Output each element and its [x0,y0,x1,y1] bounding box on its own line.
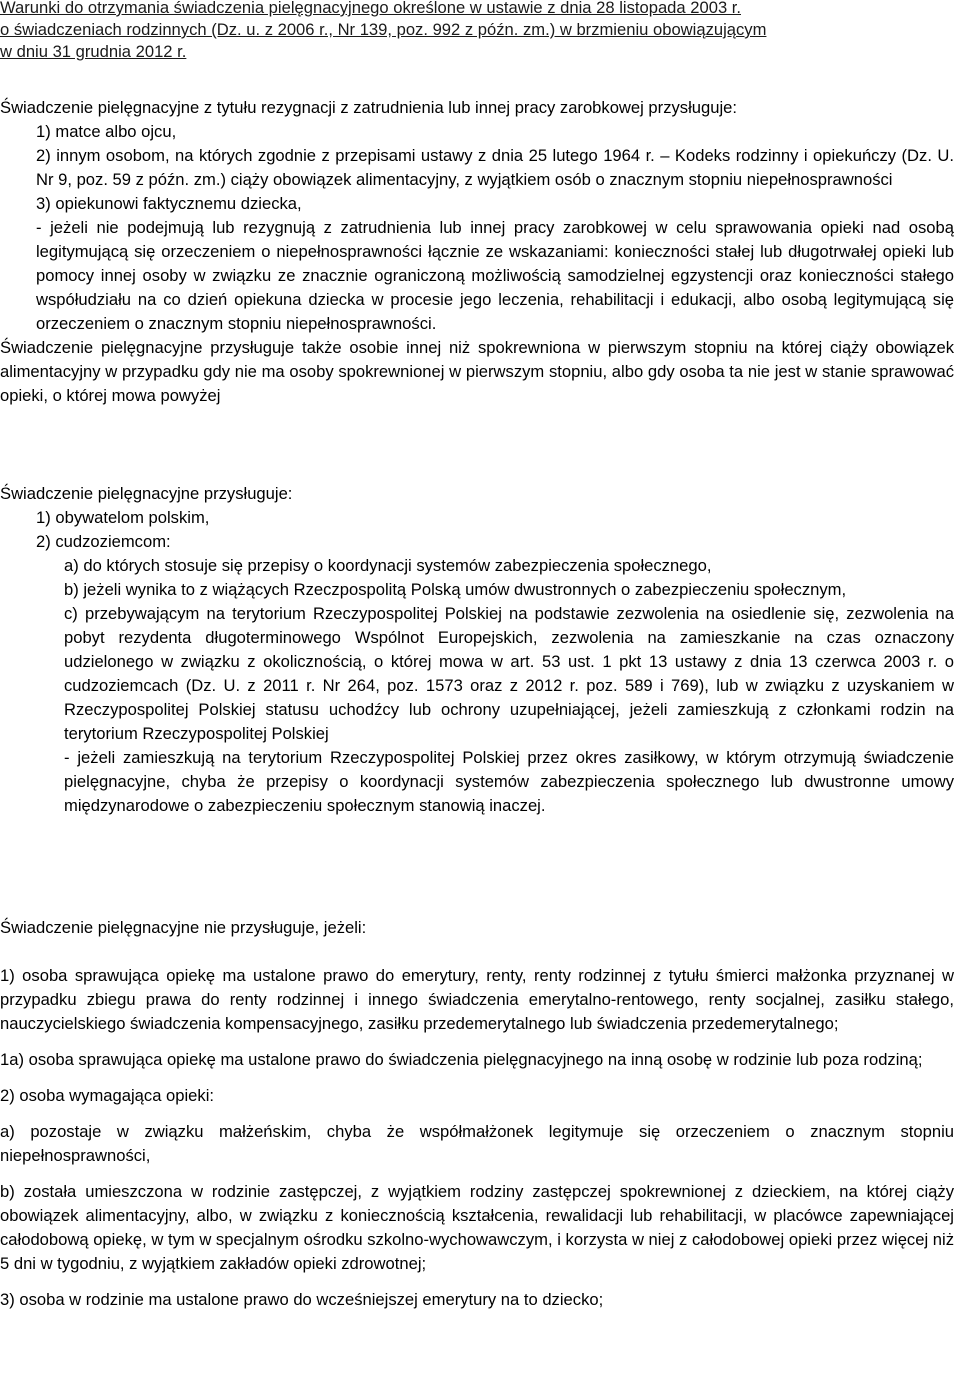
section1-item1: 1) matce albo ojcu, [36,122,177,141]
section2-intro: Świadczenie pielęgnacyjne przysługuje: [0,484,293,503]
section3-item3: 3) osoba w rodzinie ma ustalone prawo do wcześniejszej emerytury na to dziecko; [0,1290,604,1309]
section2-condition: - jeżeli zamieszkują na terytorium Rzeczypospolitej Polskiej przez okres zasiłkowy, w którym otrzymują świadczenie pielęgnacyjne, chyba że przepisy o koordynacji systemów zabezpieczenia społecznego lub dwustronne umowy międzynarodowe o zabezpieczeniu społecznym stanowią inaczej. [64,748,954,815]
section1-item2: 2) innym osobom, na których zgodnie z przepisami ustawy z dnia 25 lutego 1964 r. – Kodeks rodzinny i opiekuńczy (Dz. U. Nr 9, poz. 59 z późn. zm.) ciąży obowiązek alimentacyjny, z wyjątkiem osób o znacznym stopniu niepełnosprawności [36,146,954,189]
section-care-allowance-recipients [0,482,954,818]
header-link-line1[interactable]: Warunki do otrzymania świadczenia pielęgnacyjnego określone w ustawie z dnia 28 listopada 2003 r. [0,0,741,17]
header-link-line2[interactable]: o świadczeniach rodzinnych (Dz. u. z 2006 r., Nr 139, poz. 992 z późn. zm.) w brzmieniu obowiązującym [0,20,767,39]
section1-intro: Świadczenie pielęgnacyjne z tytułu rezygnacji z zatrudnienia lub innej pracy zarobkowej przysługuje: [0,98,737,117]
header-links [0,0,954,63]
section2-item-b: b) jeżeli wynika to z wiążących Rzeczpospolitą Polską umów dwustronnych o zabezpieczeniu społecznym, [64,580,847,599]
section1-item3: 3) opiekunowi faktycznemu dziecka, [36,194,302,213]
section1-also: Świadczenie pielęgnacyjne przysługuje także osobie innej niż spokrewniona w pierwszym stopniu na której ciąży obowiązek alimentacyjny w przypadku gdy nie ma osoby spokrewnionej w pierwszym stopniu, albo gdy osoba ta nie jest w stanie sprawować opieki, o której mowa powyżej [0,338,954,405]
section3-intro: Świadczenie pielęgnacyjne nie przysługuje, jeżeli: [0,918,367,937]
section3-item1: 1) osoba sprawująca opiekę ma ustalone prawo do emerytury, renty, renty rodzinnej z tytułu śmierci małżonka przyznanej w przypadku zbiegu prawa do renty rodzinnej i innego świadczenia emerytalno-rentowego, renty socjalnej, zasiłku stałego, nauczycielskiego świadczenia kompensacyjnego, zasiłku przedemerytalnego lub świadczenia przedemerytalnego; [0,966,954,1033]
section2-item1: 1) obywatelom polskim, [36,508,210,527]
header-link-line3[interactable]: w dniu 31 grudnia 2012 r. [0,42,187,61]
section1-condition: - jeżeli nie podejmują lub rezygnują z zatrudnienia lub innej pracy zarobkowej w celu sprawowania opieki nad osobą legitymującą się orzeczeniem o niepełnosprawności łącznie ze wskazaniami: konieczności stałej lub długotrwałej opieki lub pomocy innej osoby w związku ze znacznie ograniczoną możliwością samodzielnej egzystencji oraz konieczności stałego współudziału na co dzień opiekuna dziecka w procesie jego leczenia, rehabilitacji i edukacji, albo osobą legitymującą się orzeczeniem o znacznym stopniu niepełnosprawności. [36,218,954,333]
section3-item1a: 1a) osoba sprawująca opiekę ma ustalone prawo do świadczenia pielęgnacyjnego na inną osobę w rodzinie lub poza rodziną; [0,1050,923,1069]
section-care-allowance-eligibility [0,96,954,408]
section3-item2: 2) osoba wymagająca opieki: [0,1086,214,1105]
section2-item2: 2) cudzoziemcom: [36,532,171,551]
section2-item-a: a) do których stosuje się przepisy o koordynacji systemów zabezpieczenia społecznego, [64,556,712,575]
section3-item-a: a) pozostaje w związku małżeńskim, chyba że współmałżonek legitymuje się orzeczeniem o znacznym stopniu niepełnosprawności, [0,1122,954,1165]
section3-item-b: b) została umieszczona w rodzinie zastępczej, z wyjątkiem rodziny zastępczej spokrewnionej z dzieckiem, na której ciąży obowiązek alimentacyjny, albo, w związku z koniecznością kształcenia, rewalidacji lub rehabilitacji, w placówce zapewniającej całodobową opiekę, w tym w specjalnym ośrodku szkolno-wychowawczym, i korzysta w niej z całodobowej opieki przez więcej niż 5 dni w tygodniu, z wyjątkiem zakładów opieki zdrowotnej; [0,1182,954,1273]
section2-item-c: c) przebywającym na terytorium Rzeczypospolitej Polskiej na podstawie zezwolenia na osiedlenie się, zezwolenia na pobyt rezydenta długoterminowego Wspólnot Europejskich, zezwolenia na zamieszkanie na czas oznaczony udzielonego w związku z okolicznością, o której mowa w art. 53 ust. 1 pkt 13 ustawy z dnia 13 czerwca 2003 r. o cudzoziemcach (Dz. U. z 2011 r. Nr 264, poz. 1573 oraz z 2012 r. poz. 589 i 769), lub w związku z uzyskaniem w Rzeczypospolitej Polskiej statusu uchodźcy lub ochrony uzupełniającej, jeżeli zamieszkują z członkami rodzin na terytorium Rzeczypospolitej Polskiej [64,604,954,743]
section-care-allowance-exclusions [0,916,954,1312]
